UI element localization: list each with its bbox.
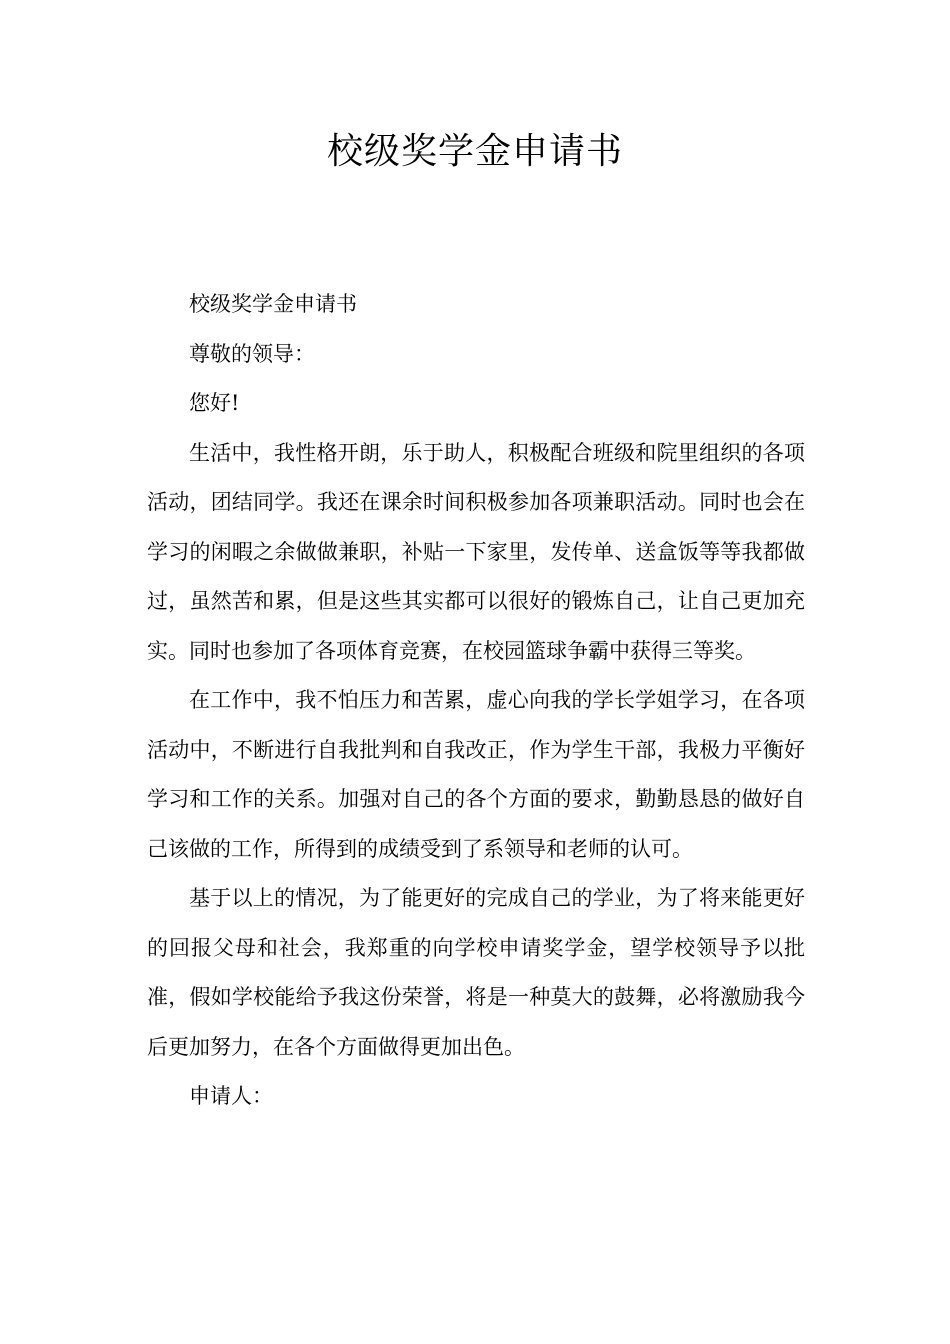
applicant-line: 申请人： — [189, 1084, 273, 1108]
document-title: 校级奖学金申请书 — [326, 131, 623, 172]
subtitle-line: 校级奖学金申请书 — [189, 292, 357, 316]
salutation: 尊敬的领导： — [189, 341, 315, 366]
paragraph-work: 在工作中，我不怕压力和苦累，虚心向我的学长学姐学习，在各项活动中，不断进行自我批判和自我改正，作为学生干部，我极力平衡好学习和工作的关系。加强对自己的各个方面的要求，勤勤恳恳的做好自己该做的工作，所得到的成绩受到了系领导和老师的认可。 — [147, 688, 805, 861]
paragraph-life: 生活中，我性格开朗，乐于助人，积极配合班级和院里组织的各项活动，团结同学。我还在课余时间积极参加各项兼职活动。同时也会在学习的闲暇之余做做兼职，补贴一下家里，发传单、送盒饭等等我都做过，虽然苦和累，但是这些其实都可以很好的锻炼自己，让自己更加充实。同时也参加了各项体育竞赛，在校园篮球争霸中获得三等奖。 — [147, 440, 805, 663]
greeting: 您好! — [189, 391, 240, 415]
paragraph-request: 基于以上的情况，为了能更好的完成自己的学业，为了将来能更好的回报父母和社会，我郑重的向学校申请奖学金，望学校领导予以批准，假如学校能给予我这份荣誉，将是一种莫大的鼓舞，必将激励我今后更加努力，在各个方面做得更加出色。 — [147, 886, 805, 1059]
document-body — [147, 280, 805, 1122]
